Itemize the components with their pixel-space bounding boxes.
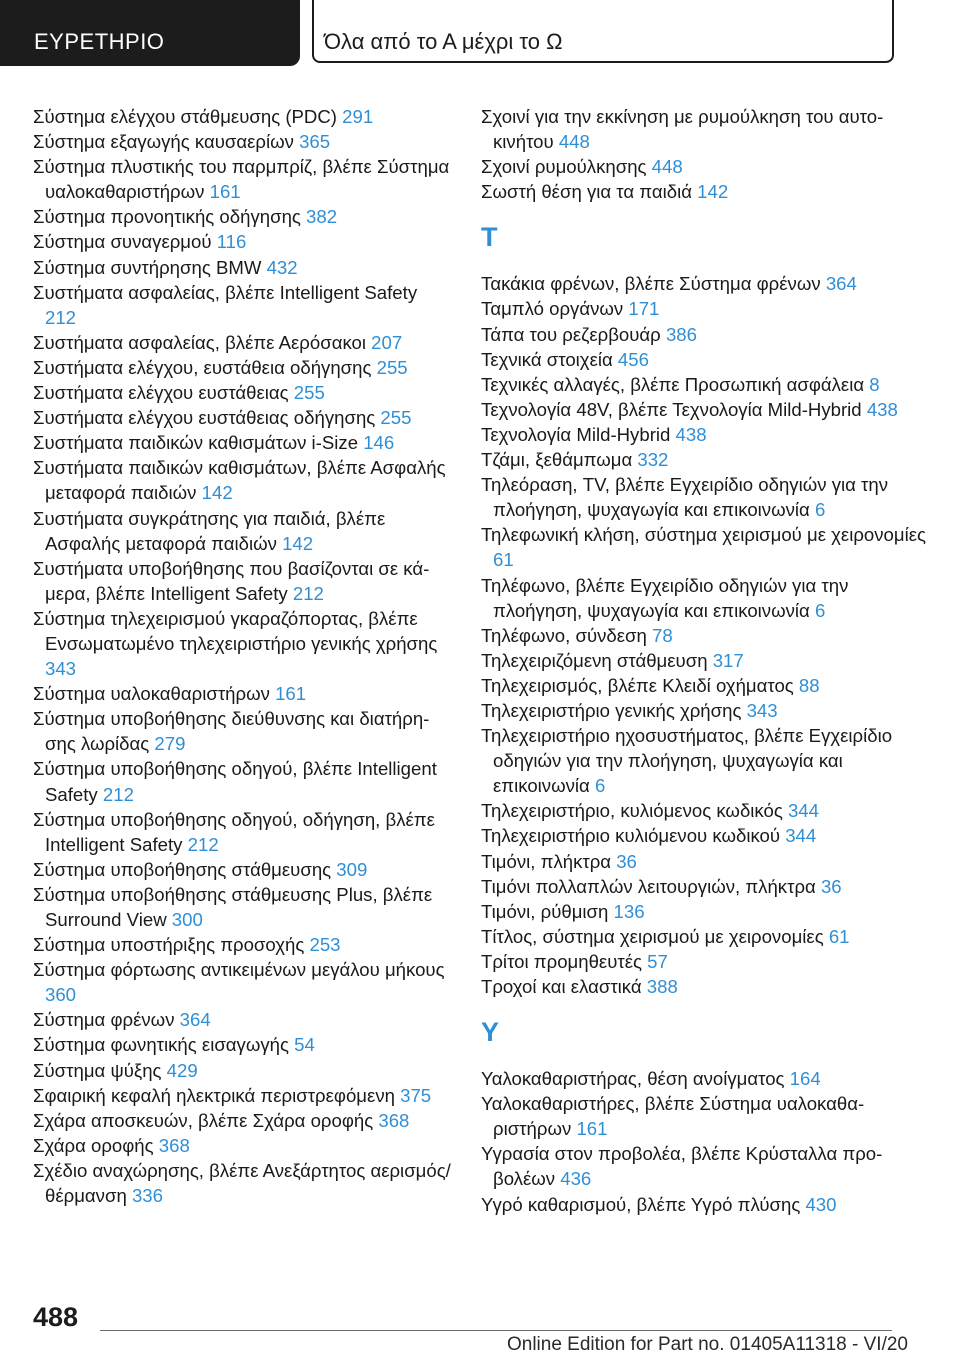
index-entry-page-link[interactable]: 212 (102, 783, 134, 805)
footer-divider (100, 1330, 892, 1331)
index-entry-page-link[interactable]: 432 (266, 256, 298, 278)
index-entry-page-link[interactable]: 368 (378, 1109, 410, 1131)
index-entry-page-link[interactable]: 161 (275, 683, 307, 705)
index-entry-text: Σύστημα ελέγχου στάθμευσης (PDC) (33, 106, 343, 127)
index-entry-page-link[interactable]: 36 (616, 850, 637, 872)
index-entry (33, 430, 453, 455)
index-entry-text: Σχοινί ρυμούλκησης (481, 156, 652, 178)
index-entry-text: Σύστημα φρένων (33, 1009, 180, 1031)
index-entry-text: Τηλεχειριστήριο, κυλιόμενος κωδικός (481, 800, 788, 822)
index-column-left (33, 104, 453, 1208)
index-entry-text: Σύστημα εξαγωγής καυσαερίων (33, 131, 300, 153)
index-entry-text: Τρίτοι προμηθευτές (481, 950, 648, 972)
index-entry-page-link[interactable]: 142 (697, 181, 729, 203)
index-entry-page-link[interactable]: 429 (166, 1059, 198, 1081)
index-entry-page-link[interactable]: 207 (371, 331, 403, 353)
index-entry-text: Τεχνικές αλλαγές, βλέπε Προσωπική ασφάλεια (481, 373, 870, 395)
index-entry-text: Τηλεχειρισμός, βλέπε Κλειδί οχήματος (481, 674, 799, 696)
index-entry (481, 623, 931, 648)
index-entry (33, 1133, 453, 1158)
index-entry-text: Τηλεχειριζόμενη στάθμευση (481, 649, 713, 671)
tab-index[interactable] (0, 0, 300, 66)
index-entry (33, 154, 453, 204)
index-entry-text: Σύστημα πλυστικής του παρμπρίζ, βλέπε Σύστημα υαλοκαθαριστήρων (33, 156, 450, 203)
index-entry (33, 606, 453, 681)
index-entry-text: Τεχνολογία Mild-Hybrid (481, 423, 676, 445)
index-entry-page-link[interactable]: 364 (825, 273, 857, 295)
index-entry-text: Συστήματα παιδικών καθισμάτων, βλέπε Ασφαλής μεταφορά παιδιών (33, 457, 446, 504)
index-entry-page-link[interactable]: 57 (647, 950, 668, 972)
index-entry-text: Τζάμι, ξεθάμπωμα (481, 449, 638, 471)
index-entry (33, 1007, 453, 1032)
index-entry-page-link[interactable]: 344 (787, 800, 819, 822)
index-entry-text: Τιμόνι, πλήκτρα (481, 850, 617, 872)
index-entry-page-link[interactable]: 142 (201, 482, 233, 504)
index-entry (33, 255, 453, 280)
index-entry-page-link[interactable]: 8 (869, 373, 880, 395)
index-entry-text: Σύστημα συναγερμού (33, 231, 217, 253)
index-entry-page-link[interactable]: 448 (558, 131, 590, 153)
index-entry-page-link[interactable]: 136 (613, 900, 645, 922)
index-entry-text: Σύστημα συντήρησης BMW (33, 256, 267, 278)
index-entry-text: Τεχνικά στοιχεία (481, 348, 618, 370)
index-entry (481, 673, 931, 698)
index-entry-page-link[interactable]: 255 (293, 382, 325, 404)
index-entry (481, 522, 931, 572)
index-entry-page-link[interactable]: 317 (712, 649, 744, 671)
index-entry-page-link[interactable]: 255 (376, 356, 408, 378)
index-entry-text: Συστήματα ελέγχου ευστάθειας οδήγησης (33, 407, 381, 429)
index-entry-text: Συστήματα υποβοήθησης που βασίζονται σε κάμερα, βλέπε Intelligent Safety (33, 557, 430, 604)
index-entry-text: Συστήματα ελέγχου ευστάθειας (33, 382, 294, 404)
index-entry (33, 380, 453, 405)
index-entry-text: Υγρό καθαρισμού, βλέπε Υγρό πλύσης (481, 1193, 806, 1215)
index-entry-page-link[interactable]: 88 (798, 674, 820, 696)
index-entry-page-link[interactable]: 78 (652, 624, 673, 646)
index-entry-page-link[interactable]: 360 (45, 984, 77, 1006)
index-entry-text: Σύστημα υποβοήθησης στάθμευσης Plus, βλέπε Surround View (33, 883, 433, 930)
index-entry (33, 104, 453, 129)
index-entry-text: Τηλεχειριστήριο γενικής χρήσης (481, 699, 747, 721)
index-entry-text: Τιμόνι πολλαπλών λειτουργιών, πλήκτρα (481, 875, 821, 897)
index-entry (481, 723, 931, 798)
footer-edition: Online Edition for Part no. 01405A11318 - VI/20 (506, 1334, 908, 1355)
index-entry-text: Συστήματα ασφαλείας, βλέπε Intelligent Safety (33, 281, 418, 303)
index-entry-page-link[interactable]: 436 (560, 1168, 592, 1190)
index-entry (33, 882, 453, 932)
index-entry-text: Σχέδιο αναχώρησης, βλέπε Ανεξάρτητος αερισμός/θέρμανση (33, 1159, 451, 1207)
index-entry (33, 681, 453, 706)
index-entry (481, 849, 931, 874)
index-entry (481, 573, 931, 623)
section-letter-t: Τ (481, 222, 498, 253)
index-entry (481, 1091, 931, 1141)
index-entry (481, 372, 931, 397)
index-entry-text: Συστήματα συγκράτησης για παιδιά, βλέπε Ασφαλής μεταφορά παιδιών (33, 507, 386, 554)
index-entry-page-link[interactable]: 448 (651, 156, 683, 178)
index-entry-page-link[interactable]: 161 (576, 1118, 608, 1140)
index-entry-page-link[interactable]: 36 (820, 875, 842, 897)
index-entry-page-link[interactable]: 253 (309, 934, 341, 956)
index-entry-page-link[interactable]: 116 (216, 231, 247, 253)
index-entry-page-link[interactable]: 212 (292, 582, 324, 604)
index-entry (481, 899, 931, 924)
index-entry-text: Σχάρα αποσκευών, βλέπε Σχάρα οροφής (33, 1109, 379, 1131)
index-entry (33, 129, 453, 154)
index-entry-text: Σύστημα τηλεχειρισμού γκαραζόπορτας, βλέπε Ενσωματωμένο τηλεχειριστήριο γενικής χρήσης (33, 607, 438, 654)
index-entry-text: Τάπα του ρεζερβουάρ (481, 323, 666, 345)
index-entry-page-link[interactable]: 368 (158, 1134, 190, 1156)
index-entry-text: Συστήματα ασφαλείας, βλέπε Αερόσακοι (33, 331, 372, 353)
index-entry (33, 455, 453, 505)
index-entry-text: Σύστημα φόρτωσης αντικειμένων μεγάλου μήκους (33, 959, 445, 981)
index-entry-text: Τηλέφωνο, σύνδεση (481, 624, 653, 646)
tab-all-label: Όλα από το Α μέχρι το Ω (324, 29, 563, 54)
index-entry (481, 1066, 931, 1091)
index-entry (33, 756, 453, 806)
index-entry (481, 447, 931, 472)
index-entry (481, 296, 931, 321)
index-entry (481, 648, 931, 673)
index-entry-text: Σύστημα υποβοήθησης οδηγού, βλέπε Intelligent Safety (33, 758, 437, 805)
index-entry (33, 1108, 453, 1133)
index-entry-text: Τακάκια φρένων, βλέπε Σύστημα φρένων (481, 273, 826, 295)
index-entry (33, 1032, 453, 1057)
index-entry (481, 874, 931, 899)
section-letter-y: Υ (481, 1017, 500, 1048)
index-entry (481, 179, 931, 204)
index-entry-text: Τιμόνι, ρύθμιση (481, 900, 614, 922)
index-entry (481, 322, 931, 347)
index-entry (33, 355, 453, 380)
index-entry-text: Υγρασία στον προβολέα, βλέπε Κρύσταλλα προβολέων (481, 1143, 883, 1190)
index-entry (481, 823, 931, 848)
index-entry (481, 798, 931, 823)
tab-index-label: ΕΥΡΕΤΗΡΙΟ (34, 29, 165, 54)
index-entry-page-link[interactable]: 212 (187, 833, 219, 855)
index-entry-page-link[interactable]: 291 (342, 106, 374, 127)
index-entry (33, 330, 453, 355)
index-entry (481, 472, 931, 522)
index-entry-text: Σύστημα υαλοκαθαριστήρων (33, 683, 276, 705)
index-entry-page-link[interactable]: 343 (746, 699, 778, 721)
index-entry-text: Τεχνολογία 48V, βλέπε Τεχνολογία Mild-Hybrid (481, 398, 867, 420)
index-entry (33, 1083, 453, 1108)
index-entry-page-link[interactable]: 61 (493, 549, 514, 571)
index-entry-page-link[interactable]: 365 (299, 131, 331, 153)
index-entry (33, 556, 453, 606)
index-entry-text: Υαλοκαθαριστήρες, βλέπε Σύστημα υαλοκαθαριστήρων (481, 1093, 865, 1140)
index-entry-text: Σύστημα υποβοήθησης οδηγού, οδήγηση, βλέπε Intelligent Safety (33, 808, 435, 855)
index-entry-text: Σύστημα φωνητικής εισαγωγής (33, 1034, 295, 1056)
index-entry (33, 1158, 453, 1208)
index-entry (33, 807, 453, 857)
index-entry-text: Τηλεόραση, TV, βλέπε Εγχειρίδιο οδηγιών για την πλοήγηση, ψυχαγωγία και επικοινωνία (481, 474, 889, 521)
index-entry-page-link[interactable]: 386 (665, 323, 697, 345)
index-entry-text: Σύστημα ψύξης (33, 1059, 167, 1081)
index-entry (481, 924, 931, 949)
index-entry (481, 271, 931, 296)
index-entry-page-link[interactable]: 300 (171, 909, 203, 930)
index-entry (481, 949, 931, 974)
index-entry-text: Ταμπλό οργάνων (481, 298, 629, 320)
index-entry-text: Σχοινί για την εκκίνηση με ρυμούλκηση του αυτοκινήτου (481, 106, 884, 153)
index-entry-page-link[interactable]: 344 (785, 825, 817, 847)
index-entry (33, 957, 453, 1007)
index-entry-page-link[interactable]: 54 (294, 1034, 315, 1056)
index-entry-page-link[interactable]: 279 (154, 733, 186, 755)
index-entry (481, 422, 931, 447)
index-entry-page-link[interactable]: 438 (866, 398, 898, 420)
index-entry-page-link[interactable]: 255 (380, 407, 412, 429)
index-entry (33, 229, 453, 254)
index-entry-page-link[interactable]: 164 (789, 1068, 821, 1090)
index-entry (481, 698, 931, 723)
index-entry-text: Σύστημα υποστήριξης προσοχής (33, 934, 310, 956)
index-entry-text: Σφαιρική κεφαλή ηλεκτρικά περιστρεφόμενη (33, 1084, 401, 1106)
index-entry-page-link[interactable]: 61 (828, 925, 850, 947)
index-entry (33, 204, 453, 229)
index-group-y (481, 1066, 931, 1217)
index-entry (481, 154, 931, 179)
index-entry-page-link[interactable]: 456 (617, 348, 649, 370)
index-entry-text: Τροχοί και ελαστικά (481, 976, 647, 997)
index-entry-page-link[interactable]: 6 (814, 499, 826, 521)
header-tabs (0, 0, 960, 66)
index-entry-text: Συστήματα ελέγχου, ευστάθεια οδήγησης (33, 356, 377, 378)
index-entry (481, 104, 931, 154)
index-entry-text: Τηλεφωνική κλήση, σύστημα χειρισμού με χειρονομίες (481, 524, 926, 546)
index-entry (33, 932, 453, 957)
index-entry (481, 347, 931, 372)
index-entry-page-link[interactable]: 146 (363, 432, 395, 454)
index-entry-page-link[interactable]: 388 (646, 976, 678, 997)
index-entry-text: Σωστή θέση για τα παιδιά (481, 181, 698, 203)
index-entry-text: Τηλεχειριστήριο ηχοσυστήματος, βλέπε Εγχειρίδιο οδηγιών για την πλοήγηση, ψυχαγωγία και επικοινωνία (481, 725, 893, 797)
index-column-right (481, 104, 931, 1217)
index-entry-page-link[interactable]: 375 (400, 1084, 432, 1106)
index-entry (33, 857, 453, 882)
index-entry-text: Τηλεχειριστήριο κυλιόμενου κωδικού (481, 825, 786, 847)
index-entry (33, 506, 453, 556)
index-entry (33, 405, 453, 430)
index-entry-page-link[interactable]: 161 (209, 181, 241, 203)
index-entry (33, 706, 453, 756)
index-entry-text: Συστήματα παιδικών καθισμάτων i-Size (33, 432, 364, 454)
tab-all-a-to-z[interactable] (312, 0, 894, 63)
index-entry-page-link[interactable]: 430 (805, 1193, 837, 1215)
index-entry-text: Υαλοκαθαριστήρας, θέση ανοίγματος (481, 1068, 790, 1090)
index-entry (481, 1141, 931, 1191)
index-entry-page-link[interactable]: 332 (637, 449, 669, 471)
index-entry-text: Σύστημα υποβοήθησης διεύθυνσης και διατήρησης λωρίδας (33, 708, 430, 755)
index-entry-page-link[interactable]: 212 (45, 306, 77, 328)
index-entry-text: Τηλέφωνο, βλέπε Εγχειρίδιο οδηγιών για την πλοήγηση, ψυχαγωγία και επικοινωνία (481, 574, 849, 621)
index-entry-page-link[interactable]: 336 (131, 1185, 163, 1207)
index-entry-page-link[interactable]: 142 (282, 532, 314, 554)
index-entry (481, 1192, 931, 1217)
index-entry (33, 1058, 453, 1083)
index-entry (481, 397, 931, 422)
index-entry-page-link[interactable]: 438 (675, 423, 707, 445)
index-group-sigma-continued (481, 104, 931, 204)
index-entry-text: Σύστημα υποβοήθησης στάθμευσης (33, 858, 337, 880)
index-entry (33, 280, 453, 330)
index-entry-page-link[interactable]: 6 (594, 775, 606, 797)
page-number: 488 (33, 1302, 79, 1332)
index-entry-page-link[interactable]: 6 (814, 599, 826, 621)
index-entry-text: Τίτλος, σύστημα χειρισμού με χειρονομίες (481, 925, 829, 947)
index-entry-page-link[interactable]: 309 (336, 858, 368, 880)
index-entry-text: Σχάρα οροφής (33, 1134, 159, 1156)
index-entry-page-link[interactable]: 171 (628, 298, 660, 320)
index-entry (481, 974, 931, 999)
index-entry-page-link[interactable]: 382 (306, 206, 338, 228)
index-entry-text: Σύστημα προνοητικής οδήγησης (33, 206, 307, 228)
index-group-t (481, 271, 931, 999)
index-entry-page-link[interactable]: 343 (45, 658, 77, 680)
index-entry-page-link[interactable]: 364 (179, 1009, 211, 1031)
